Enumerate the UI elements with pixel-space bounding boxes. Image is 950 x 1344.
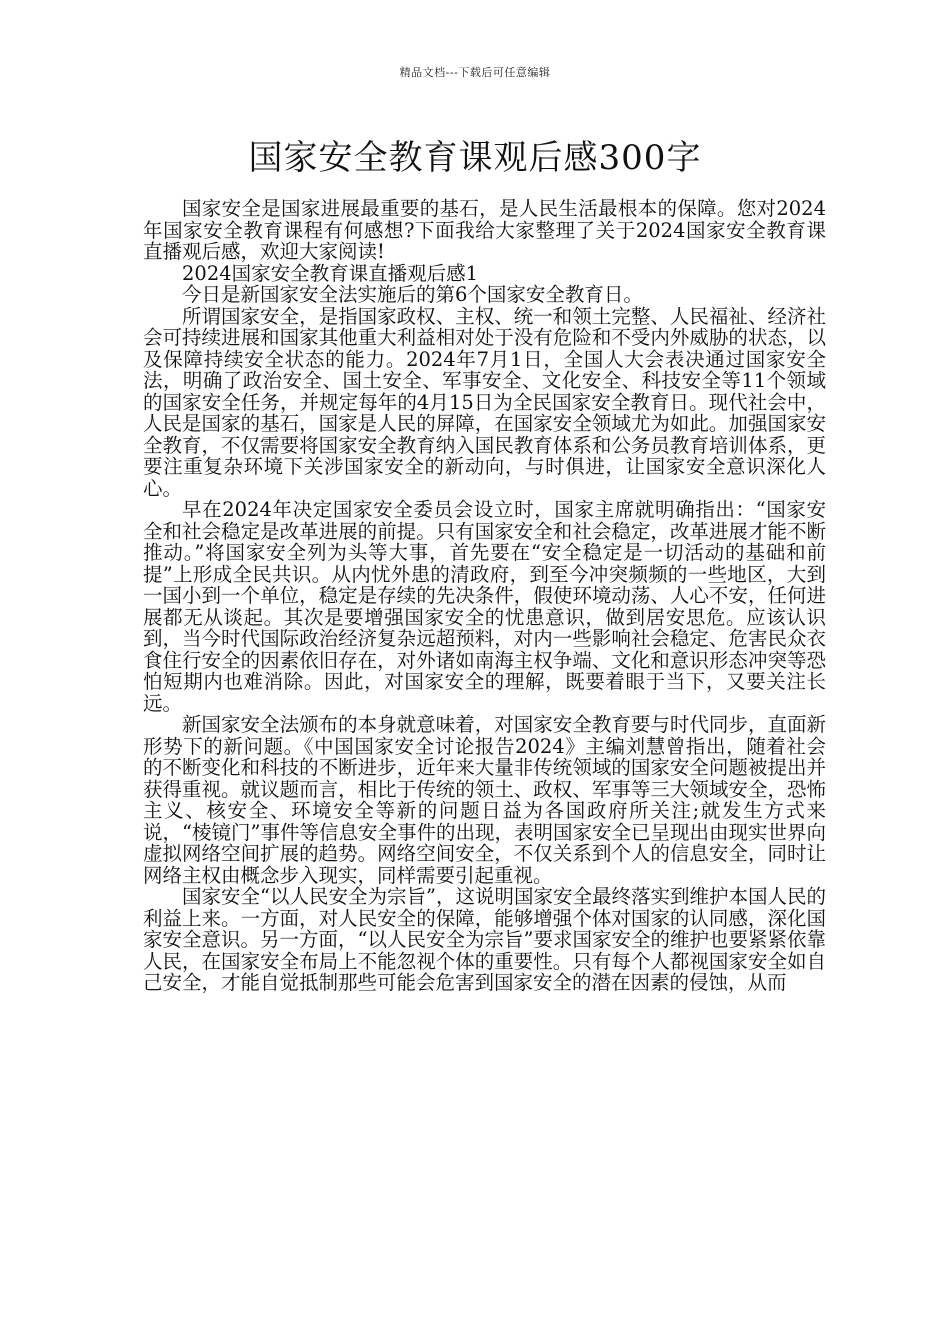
document-title: 国家安全教育课观后感300字: [248, 138, 702, 178]
section-heading: 2024国家安全教育课直播观后感1: [182, 261, 479, 285]
paragraph: 所谓国家安全，是指国家政权、主权、统一和领土完整、人民福祉、经济社会可持续进展和国家其他重大利益相对处于没有危险和不受内外威胁的状态，以及保障持续安全状态的能力。2024年7月1日，全国人大会表决通过国家安全法，明确了政治安全、国土安全、军事安全、文化安全、科技安全等11个领域的国家安全任务，并规定每年的4月15日为全民国家安全教育日。现代社会中，人民是国家的基石，国家是人民的屏障，在国家安全领域尤为如此。加强国家安全教育，不仅需要将国家安全教育纳入国民教育体系和公务员教育培训体系，更要注重复杂环境下关涉国家安全的新动向，与时俱进，让国家安全意识深化人心。: [143, 304, 826, 500]
paragraph: 国家安全“以人民安全为宗旨”，这说明国家安全最终落实到维护本国人民的利益上来。一方面，对人民安全的保障，能够增强个体对国家的认同感，深化国家安全意识。另一方面，“以人民安全为宗旨”要求国家安全的维护也要紧紧依靠人民，在国家安全布局上不能忽视个体的重要性。只有每个人都视国家安全如自己安全，才能自觉抵制那些可能会危害到国家安全的潜在因素的侵蚀，从而: [143, 885, 826, 994]
document-body: [143, 198, 826, 994]
paragraph-intro: 国家安全是国家进展最重要的基石，是人民生活最根本的保障。您对2024年国家安全教育课程有何感想?下面我给大家整理了关于2024国家安全教育课直播观后感，欢迎大家阅读!: [143, 197, 826, 263]
paragraph: 今日是新国家安全法实施后的第6个国家安全教育日。: [182, 283, 643, 306]
page-header: 精品文档---下载后可任意编辑: [399, 66, 551, 79]
paragraph: 早在2024年决定国家安全委员会设立时，国家主席就明确指出：“国家安全和社会稳定是改革进展的前提。只有国家安全和社会稳定，改革进展才能不断推动。”将国家安全列为头等大事，首先要在“安全稳定是一切活动的基础和前提”上形成全民共识。从内忧外患的清政府，到至今冲突频频的一些地区，大到一国小到一个单位，稳定是存续的先决条件，假使环境动荡、人心不安，任何进展都无从谈起。其次是要增强国家安全的忧患意识，做到居安思危。应该认识到，当今时代国际政治经济复杂远超预料，对内一些影响社会稳定、危害民众衣食住行安全的因素依旧存在，对外诸如南海主权争端、文化和意识形态冲突等恐怕短期内也难消除。因此，对国家安全的理解，既要着眼于当下，又要关注长远。: [143, 498, 826, 715]
paragraph: 新国家安全法颁布的本身就意味着，对国家安全教育要与时代同步，直面新形势下的新问题。《中国国家安全讨论报告2024》主编刘慧曾指出，随着社会的不断变化和科技的不断进步，近年来大量非传统领域的国家安全问题被提出并获得重视。就议题而言，相比于传统的领土、政权、军事等三大领域安全，恐怖主义、核安全、环境安全等新的问题日益为各国政府所关注;就发生方式来说，“棱镜门”事件等信息安全事件的出现，表明国家安全已呈现出由现实世界向虚拟网络空间扩展的趋势。网络空间安全，不仅关系到个人的信息安全，同时让网络主权由概念步入现实，同样需要引起重视。: [143, 713, 826, 887]
